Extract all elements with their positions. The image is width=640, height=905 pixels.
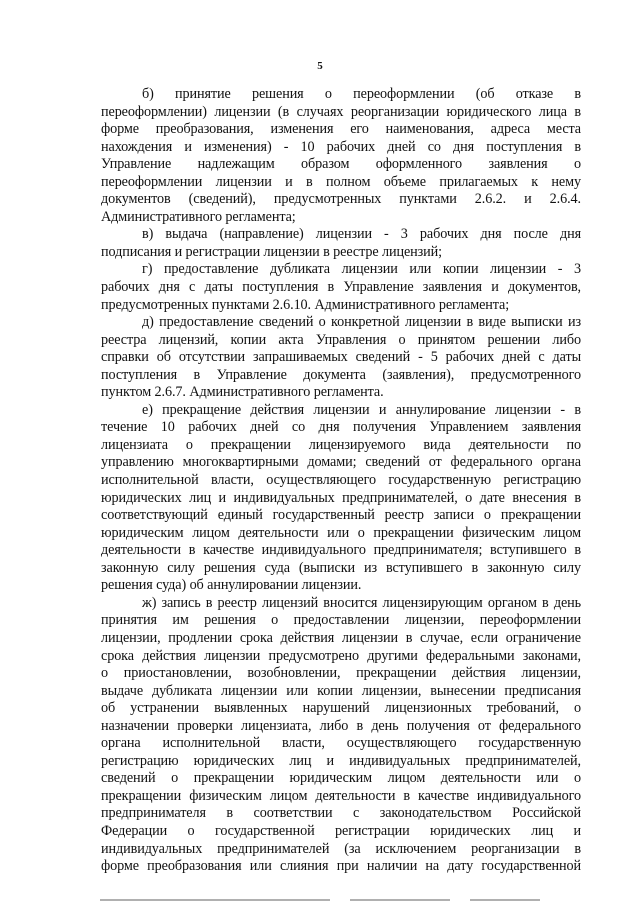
text-line: справки об отсутствии запрашиваемых сведений - 5 рабочих дней с даты	[101, 349, 581, 366]
text-line: соответствующий единый государственный реестр записи о прекращении	[101, 507, 581, 524]
text-line: форме преобразования или слияния при наличии на дату государственной	[101, 858, 581, 875]
paragraph	[101, 595, 581, 876]
text-line: д) предоставление сведений о конкретной лицензии в виде выписки из	[142, 314, 581, 331]
text-line: документов (сведений), предусмотренных пунктами 2.6.2. и 2.6.4.	[101, 191, 581, 208]
text-line: регистрацию юридических лиц и индивидуальных предпринимателей,	[101, 752, 581, 769]
text-line: лицензии, продлении срока действия лицензии в случае, если ограничение	[101, 629, 581, 646]
text-line: предпринимателя в соответствии с законодательством Российской	[101, 805, 581, 822]
text-line: переоформлении) лицензии (в случаях реорганизации юридического лица в	[101, 103, 581, 120]
text-line: пунктом 2.6.7. Административного регламента.	[101, 384, 384, 401]
text-line: юридическим лицом деятельности или о прекращении физическим лицом	[101, 524, 581, 541]
paragraph	[101, 402, 581, 595]
text-line: органа исполнительной власти, осуществляющего государственную	[101, 735, 581, 752]
text-line: юридических лиц и индивидуальных предпринимателей, о дате внесения в	[101, 489, 581, 506]
text-line: назначении проверки лицензиата, либо в день получения от федерального	[101, 717, 581, 734]
text-line: о приостановлении, возобновлении, прекращении действия лицензии,	[101, 665, 581, 682]
text-line: выдаче дубликата лицензии или копии лицензии, вынесении предписания	[101, 682, 581, 699]
text-line: законную силу решения суда (выписки из вступившего в законную силу	[101, 559, 581, 576]
text-line: ж) запись в реестр лицензий вносится лицензирующим органом в день	[142, 594, 581, 611]
text-line: исполнительной власти, осуществляющего государственную регистрацию	[101, 472, 581, 489]
text-line: Управление надлежащим образом оформленного заявления о	[101, 156, 581, 173]
text-line: лицензиата о прекращении лицензируемого вида деятельности по	[101, 436, 581, 453]
text-line: деятельности в качестве индивидуального предпринимателя; вступившего в	[101, 542, 581, 559]
page-number: 5	[317, 60, 323, 72]
text-line: нахождения и изменения) - 10 рабочих дней со дня поступления в	[101, 138, 581, 155]
text-line: переоформлении лицензии и в полном объеме прилагаемых к нему	[101, 173, 581, 190]
paragraph	[101, 261, 581, 314]
text-line: управлению многоквартирными домами; сведений от федерального органа	[101, 454, 581, 471]
text-line: г) предоставление дубликата лицензии или копии лицензии - 3	[142, 261, 581, 278]
text-line: принятия им решения о предоставлении лицензии, переоформлении	[101, 612, 581, 629]
text-line: форме преобразования, изменения его наименования, адреса места	[101, 121, 581, 138]
text-line: предусмотренных пунктами 2.6.10. Административного регламента;	[101, 296, 510, 313]
text-line: рабочих дня с даты поступления в Управление заявления и документов,	[101, 279, 581, 296]
scan-artifact	[350, 899, 450, 901]
document-body	[101, 86, 581, 876]
text-line: решения суда) об аннулировании лицензии.	[101, 577, 362, 594]
text-line: течение 10 рабочих дней со дня получения Управлением заявления	[101, 419, 581, 436]
text-line: прекращении физическим лицом деятельности в качестве индивидуального	[101, 787, 581, 804]
text-line: индивидуальных предпринимателей (за исключением реорганизации в	[101, 840, 581, 857]
paragraph	[101, 226, 581, 261]
text-line: поступления в Управление документа (заявления), предусмотренного	[101, 366, 581, 383]
paragraph	[101, 314, 581, 402]
text-line: Федерации о государственной регистрации юридических лиц и	[101, 822, 581, 839]
text-line: Административного регламента;	[101, 208, 296, 225]
text-line: сведений о прекращении юридическим лицом деятельности или о	[101, 770, 581, 787]
text-line: в) выдача (направление) лицензии - 3 рабочих дня после дня	[142, 226, 581, 243]
text-line: е) прекращение действия лицензии и аннулирование лицензии - в	[142, 401, 581, 418]
text-line: срока действия лицензии предусмотрено другими федеральными законами,	[101, 647, 581, 664]
paragraph	[101, 86, 581, 226]
text-line: реестра лицензий, копии акта Управления о принятом решении либо	[101, 331, 581, 348]
text-line: подписания и регистрации лицензии в реестре лицензий;	[101, 243, 443, 260]
text-line: б) принятие решения о переоформлении (об отказе в	[142, 86, 581, 102]
text-line: об устранении выявленных нарушений лицензионных требований, о	[101, 700, 581, 717]
scan-artifact	[470, 899, 540, 901]
scan-artifact	[100, 899, 330, 901]
